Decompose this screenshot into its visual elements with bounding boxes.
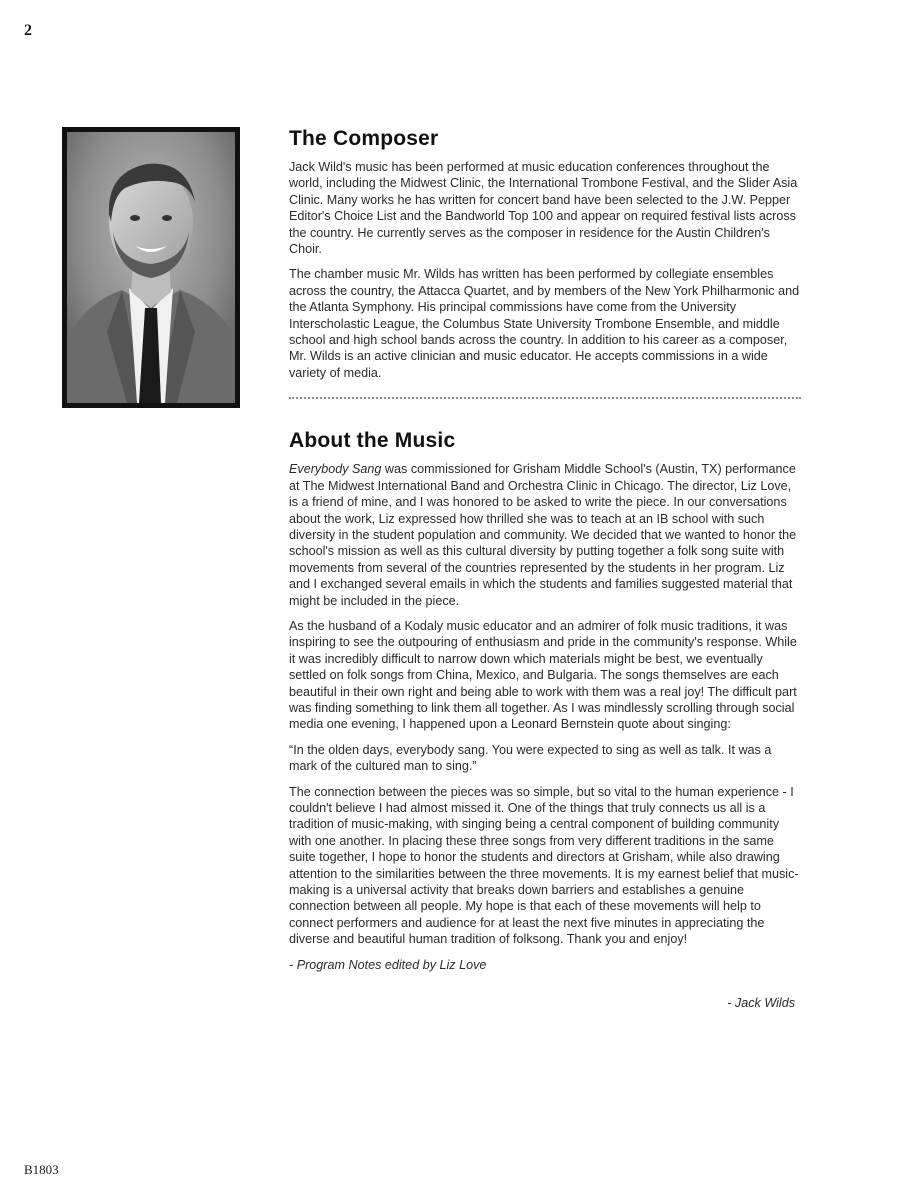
content-column [289, 127, 801, 1020]
bernstein-quote: “In the olden days, everybody sang. You were expected to sing as well as talk. It was a mark of the cultured man to sing.” [289, 742, 772, 774]
composer-heading: The Composer [289, 127, 439, 150]
music-heading: About the Music [289, 429, 456, 453]
composer-paragraph: Jack Wild's music has been performed at music education conferences throughout the world, including the Midwest Clinic, the International Trombone Festival, and the Slider Asia Clinic. Many works he has written for concert band have been selected to the J.W. Pepper Editor's Choice List and the Bandworld Top 100 and appear on required festival lists across the country. He currently serves as the composer in residence for the Austin Children's Choir. [289, 160, 798, 257]
editor-note: - Program Notes edited by Liz Love [289, 957, 487, 972]
music-paragraph: The connection between the pieces was so simple, but so vital to the human experience - I couldn't believe I had almost missed it. One of the things that truly connects us all is a tradition of music-making, with singing being a central component of building community with one another. In placing these three songs from very different traditions in the same suite together, I hope to honor the students and directors at Grisham, while also drawing attention to the similarities between the three movements. It is my earnest belief that music-making is a universal activity that breaks down barriers and establishes a genuine connection between all people. My hope is that each of these movements will help to connect performers and audience for at least the next five minutes in appreciating the diverse and beautiful human tradition of folksong. Thank you and enjoy! [289, 784, 799, 947]
composer-section [289, 127, 801, 381]
dotted-divider [289, 397, 801, 399]
music-paragraph [289, 461, 801, 609]
page-number: 2 [24, 22, 32, 39]
composer-portrait-icon [62, 127, 240, 408]
composer-paragraph: The chamber music Mr. Wilds has written has been performed by collegiate ensembles across the country, the Attacca Quartet, and by members of the New York Philharmonic and the Atlanta Symphony. His principal commissions have come from the University Interscholastic League, the Columbus State University Trombone Ensemble, and middle school and high school bands across the country. In addition to his career as a composer, Mr. Wilds is an active clinician and music educator. He accepts commissions in a wide variety of media. [289, 267, 800, 380]
music-paragraph: As the husband of a Kodaly music educator and an admirer of folk music traditions, it was inspiring to see the outpouring of enthusiasm and pride in the community's response. While it was incredibly difficult to narrow down which materials might be best, we eventually settled on folk songs from China, Mexico, and Bulgaria. The songs themselves are each beautiful in their own right and being able to work with them was a real joy! The difficult part was finding something to link them all together. As I was mindlessly scrolling through social media one evening, I happened upon a Leonard Bernstein quote about singing: [289, 618, 797, 732]
music-section [289, 429, 801, 1011]
footer-code: B1803 [24, 1162, 59, 1177]
signoff: - Jack Wilds [727, 996, 795, 1011]
music-paragraph-text: was commissioned for Grisham Middle School's (Austin, TX) performance at The Midwest International Band and Orchestra Clinic in Chicago. The director, Liz Love, is a friend of mine, and I was honored to be asked to write the piece. In our conversations about the work, Liz expressed how thrilled she was to teach at an IB school with such diversity in the student population and community. We decided that we wanted to honor the school's mission as well as this cultural diversity by putting together a folk song suite with movements from several of the countries represented by the students in her program. Liz and I exchanged several emails in which the students and families suggested material that might be included in the piece. [289, 462, 797, 608]
piece-title: Everybody Sang [289, 462, 382, 477]
